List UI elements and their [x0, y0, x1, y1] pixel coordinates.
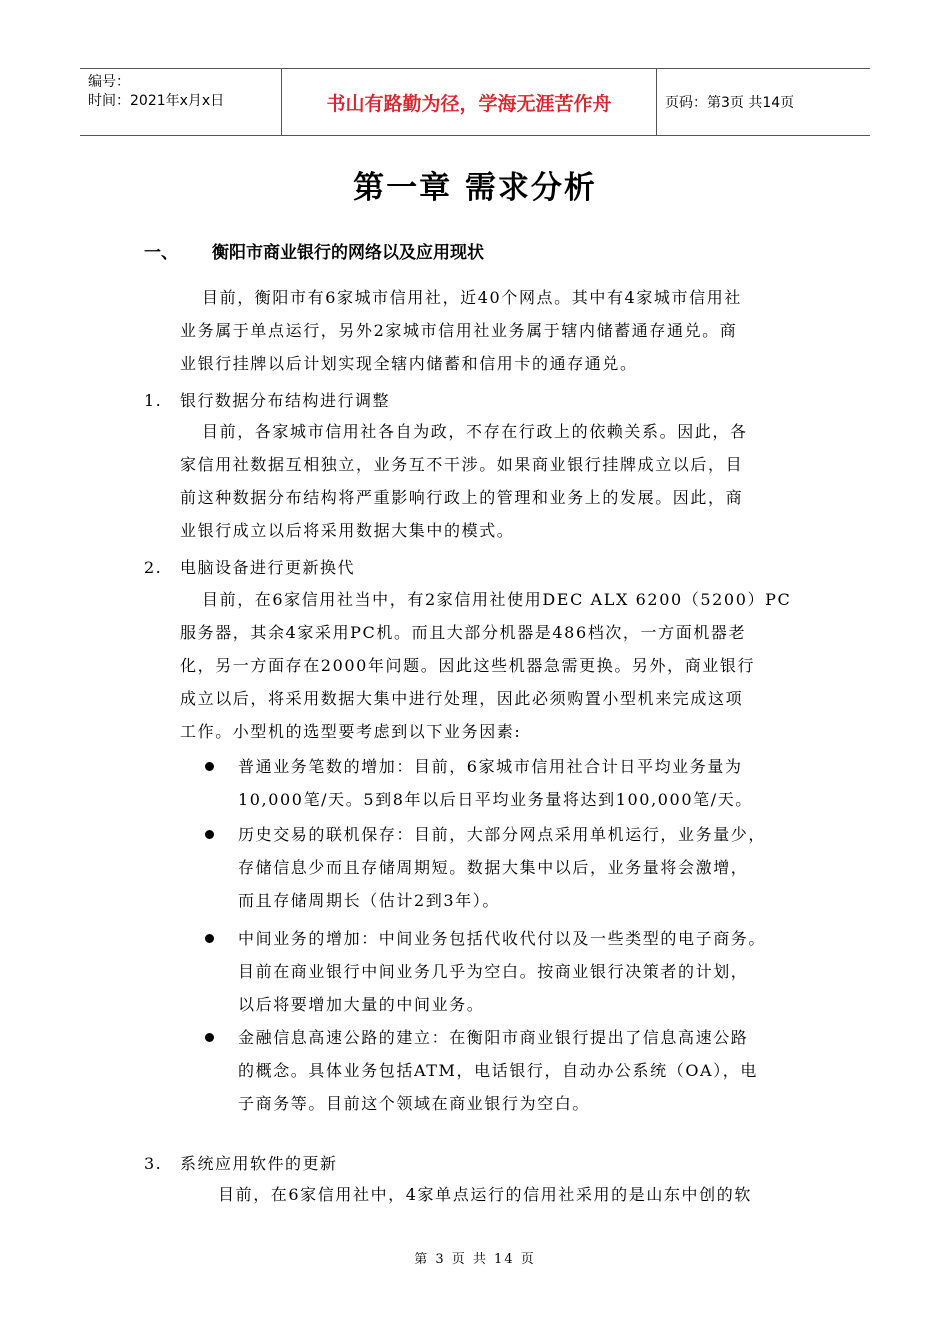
number-label: 编号： — [88, 74, 130, 90]
section1-intro — [180, 281, 742, 380]
bullet-line: 中间业务的增加：中间业务包括代收代付以及一些类型的电子商务。 — [238, 929, 767, 948]
bullet-line: 10,000笔/天。5到8年以后日平均业务量将达到100,000笔/天。 — [238, 790, 753, 809]
bullet-line: 子商务等。目前这个领域在商业银行为空白。 — [238, 1094, 591, 1113]
bullet-item — [238, 922, 766, 1021]
item-title: 电脑设备进行更新换代 — [180, 558, 356, 577]
paragraph-line: 成立以后，将采用数据大集中进行处理，因此必须购置小型机来完成这项 — [180, 689, 744, 708]
paragraph-line: 工作。小型机的选型要考虑到以下业务因素: — [180, 722, 522, 741]
document-header — [80, 68, 870, 136]
item-number: 3. — [144, 1154, 163, 1173]
item2-heading — [144, 555, 355, 578]
paragraph-line: 业银行成立以后将采用数据大集中的模式。 — [180, 521, 515, 540]
item-title: 系统应用软件的更新 — [180, 1154, 338, 1173]
bullet-line: 普通业务笔数的增加：目前，6家城市信用社合计日平均业务量为 — [238, 757, 743, 776]
section-title — [144, 238, 484, 263]
paragraph-line: 业银行挂牌以后计划实现全辖内储蓄和信用卡的通存通兑。 — [180, 354, 638, 373]
bullet-line: 的概念。具体业务包括ATM，电话银行，自动办公系统（OA），电 — [238, 1061, 759, 1080]
chapter-title: 第一章 需求分析 — [353, 170, 597, 206]
item2-body — [180, 583, 791, 748]
bullet-dot — [205, 1033, 214, 1042]
bullet-line: 而且存储周期长（估计2到3年）。 — [238, 891, 500, 910]
bullet-line: 以后将要增加大量的中间业务。 — [238, 995, 485, 1014]
bullet-line: 历史交易的联机保存：目前，大部分网点采用单机运行，业务量少， — [238, 825, 767, 844]
item-number: 1. — [144, 391, 163, 410]
section-number: 一、 — [144, 243, 178, 263]
paragraph-line: 目前，各家城市信用社各自为政，不存在行政上的依赖关系。因此，各 — [202, 422, 748, 441]
bullet-line: 金融信息高速公路的建立：在衡阳市商业银行提出了信息高速公路 — [238, 1028, 749, 1047]
header-page-info: 页码：第3页 共14页 — [665, 95, 795, 111]
item-number: 2. — [144, 558, 163, 577]
header-meta — [80, 69, 282, 135]
item1-body — [180, 415, 748, 547]
bullet-line: 存储信息少而且存储周期短。数据大集中以后，业务量将会激增， — [238, 858, 749, 877]
paragraph-line: 目前，衡阳市有6家城市信用社，近40个网点。其中有4家城市信用社 — [202, 288, 742, 307]
paragraph-line: 目前，在6家信用社当中，有2家信用社使用DEC ALX 6200（5200）PC — [202, 590, 792, 609]
bullet-item — [238, 1021, 758, 1120]
bullet-item — [238, 818, 766, 917]
bullet-item — [238, 750, 753, 816]
header-motto: 书山有路勤为径，学海无涯苦作舟 — [282, 69, 657, 135]
page-footer: 第 3 页 共 14 页 — [414, 1252, 536, 1267]
item3-body — [218, 1178, 752, 1211]
paragraph-line: 前这种数据分布结构将严重影响行政上的管理和业务上的发展。因此，商 — [180, 488, 744, 507]
bullet-dot — [205, 762, 214, 771]
paragraph-line: 化，另一方面存在2000年问题。因此这些机器急需更换。另外，商业银行 — [180, 656, 756, 675]
paragraph-line: 目前，在6家信用社中，4家单点运行的信用社采用的是山东中创的软 — [218, 1185, 752, 1204]
item1-heading — [144, 388, 390, 411]
paragraph-line: 服务器，其余4家采用PC机。而且大部分机器是486档次，一方面机器老 — [180, 623, 747, 642]
paragraph-line: 业务属于单点运行，另外2家城市信用社业务属于辖内储蓄通存通兑。商 — [180, 321, 738, 340]
paragraph-line: 家信用社数据互相独立，业务互不干涉。如果商业银行挂牌成立以后，目 — [180, 455, 744, 474]
bullet-line: 目前在商业银行中间业务几乎为空白。按商业银行决策者的计划， — [238, 962, 749, 981]
time-label: 时间：2021年x月x日 — [88, 93, 225, 109]
bullet-dot — [205, 934, 214, 943]
bullet-dot — [205, 830, 214, 839]
item3-heading — [144, 1151, 338, 1174]
section-title-text: 衡阳市商业银行的网络以及应用现状 — [212, 243, 484, 263]
item-title: 银行数据分布结构进行调整 — [180, 391, 391, 410]
